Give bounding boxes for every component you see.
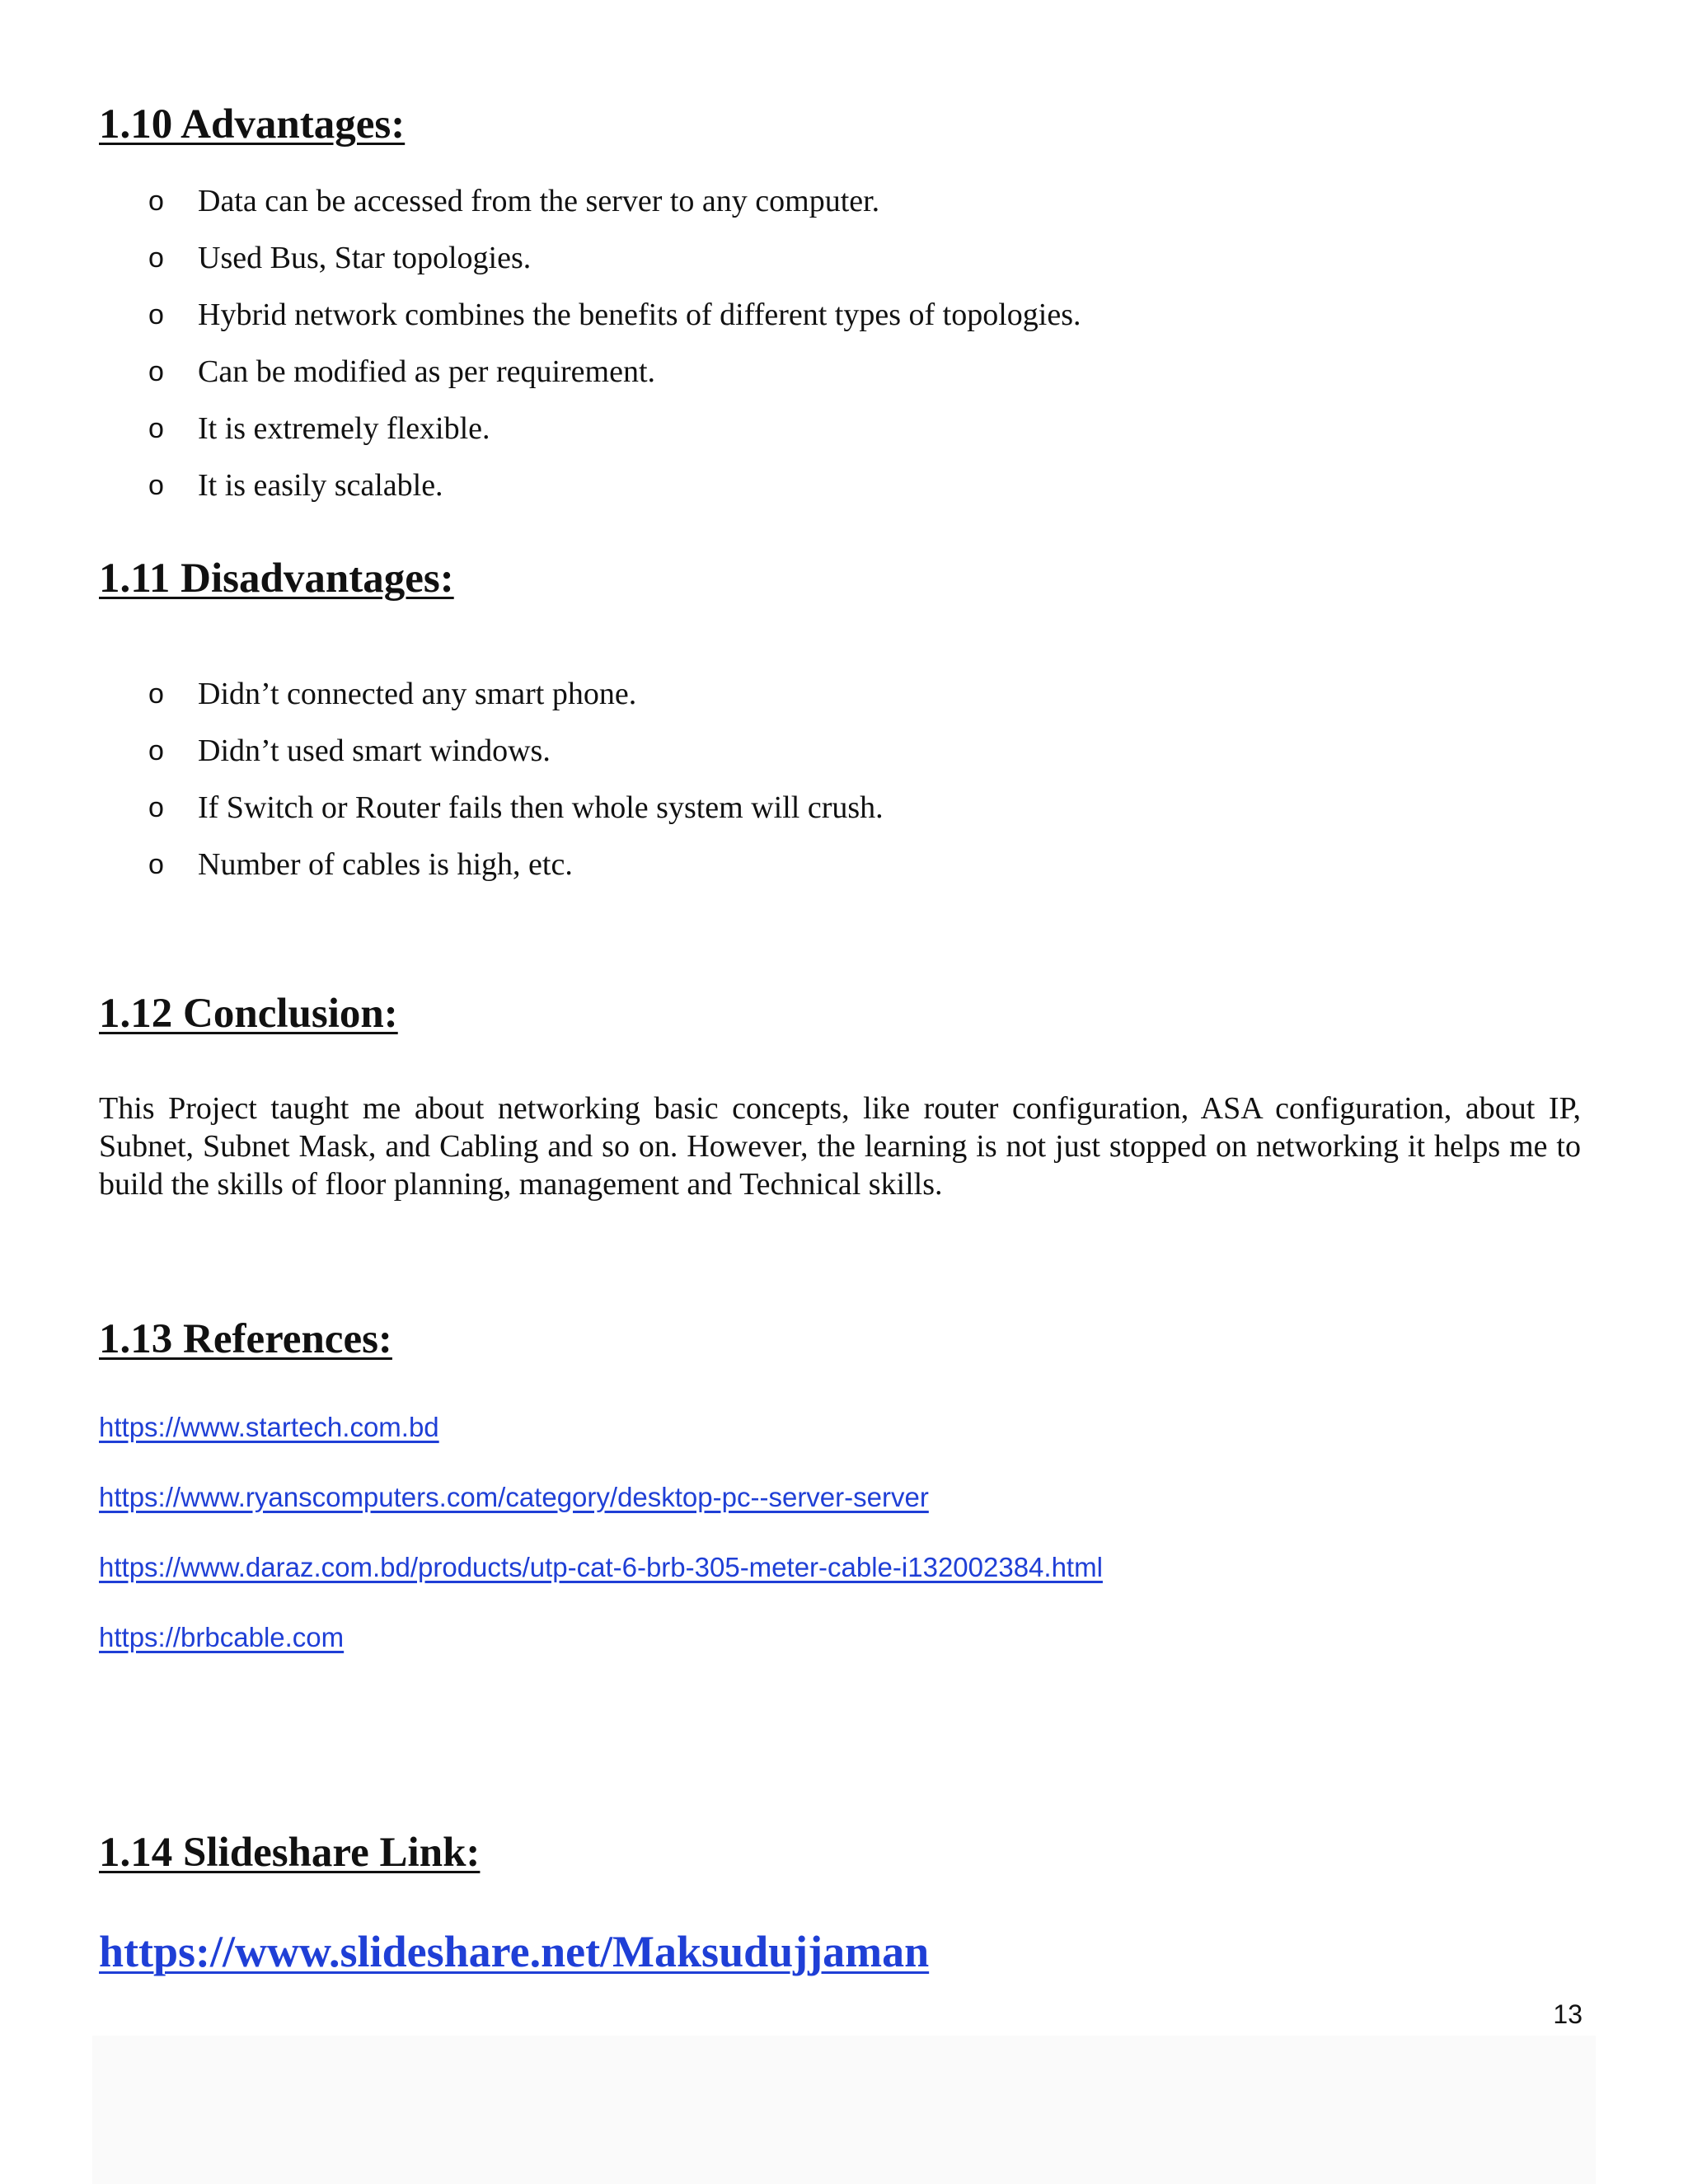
reference-link-ryanscomputers[interactable]: https://www.ryanscomputers.com/category/desktop-pc--server-server xyxy=(99,1482,929,1512)
bullet-icon: o xyxy=(148,242,164,274)
references-heading: 1.13 References: xyxy=(99,1316,392,1362)
list-item xyxy=(99,1617,1103,1687)
reference-link-daraz[interactable]: https://www.daraz.com.bd/products/utp-cat-6-brb-305-meter-cable-i132002384.html xyxy=(99,1552,1103,1582)
bullet-icon: o xyxy=(148,735,164,766)
bullet-icon: o xyxy=(148,792,164,823)
list-item-text: Hybrid network combines the benefits of different types of topologies. xyxy=(198,298,1081,332)
disadvantages-heading: 1.11 Disadvantages: xyxy=(99,555,454,602)
list-item-text: If Switch or Router fails then whole system will crush. xyxy=(198,790,884,825)
list-item-text: Didn’t used smart windows. xyxy=(198,733,551,768)
bullet-icon: o xyxy=(148,299,164,330)
list-item-text: Data can be accessed from the server to any computer. xyxy=(198,184,880,218)
bullet-icon: o xyxy=(148,413,164,444)
list-item xyxy=(99,1547,1103,1617)
list-item-text: It is easily scalable. xyxy=(198,468,443,503)
list-item-text: Used Bus, Star topologies. xyxy=(198,241,532,275)
page-footer-shade xyxy=(92,2036,1596,2184)
list-item-text: Can be modified as per requirement. xyxy=(198,354,656,389)
bullet-icon: o xyxy=(148,678,164,710)
conclusion-heading: 1.12 Conclusion: xyxy=(99,991,398,1037)
slideshare-link[interactable]: https://www.slideshare.net/Maksudujjaman xyxy=(99,1927,930,1976)
slideshare-heading: 1.14 Slideshare Link: xyxy=(99,1830,481,1876)
list-item xyxy=(99,1477,1103,1547)
references-list xyxy=(99,1407,1103,1687)
bullet-icon: o xyxy=(148,185,164,217)
advantages-heading: 1.10 Advantages: xyxy=(99,101,406,148)
conclusion-paragraph: This Project taught me about networking basic concepts, like router configuration, ASA configuration, about IP, Subnet, Subnet Mask, and Cabling and so on. However, the learning is not just stopped on networking it helps me to build the skills of floor planning, management and Technical skills. xyxy=(99,1091,1581,1202)
bullet-icon: o xyxy=(148,849,164,880)
list-item xyxy=(99,1407,1103,1477)
bullet-icon: o xyxy=(148,356,164,387)
list-item-text: It is extremely flexible. xyxy=(198,411,490,446)
reference-link-startech[interactable]: https://www.startech.com.bd xyxy=(99,1412,439,1442)
page-number: 13 xyxy=(1553,1999,1582,2029)
reference-link-brbcable[interactable]: https://brbcable.com xyxy=(99,1622,345,1652)
list-item-text: Number of cables is high, etc. xyxy=(198,847,573,882)
list-item-text: Didn’t connected any smart phone. xyxy=(198,677,637,711)
bullet-icon: o xyxy=(148,470,164,501)
